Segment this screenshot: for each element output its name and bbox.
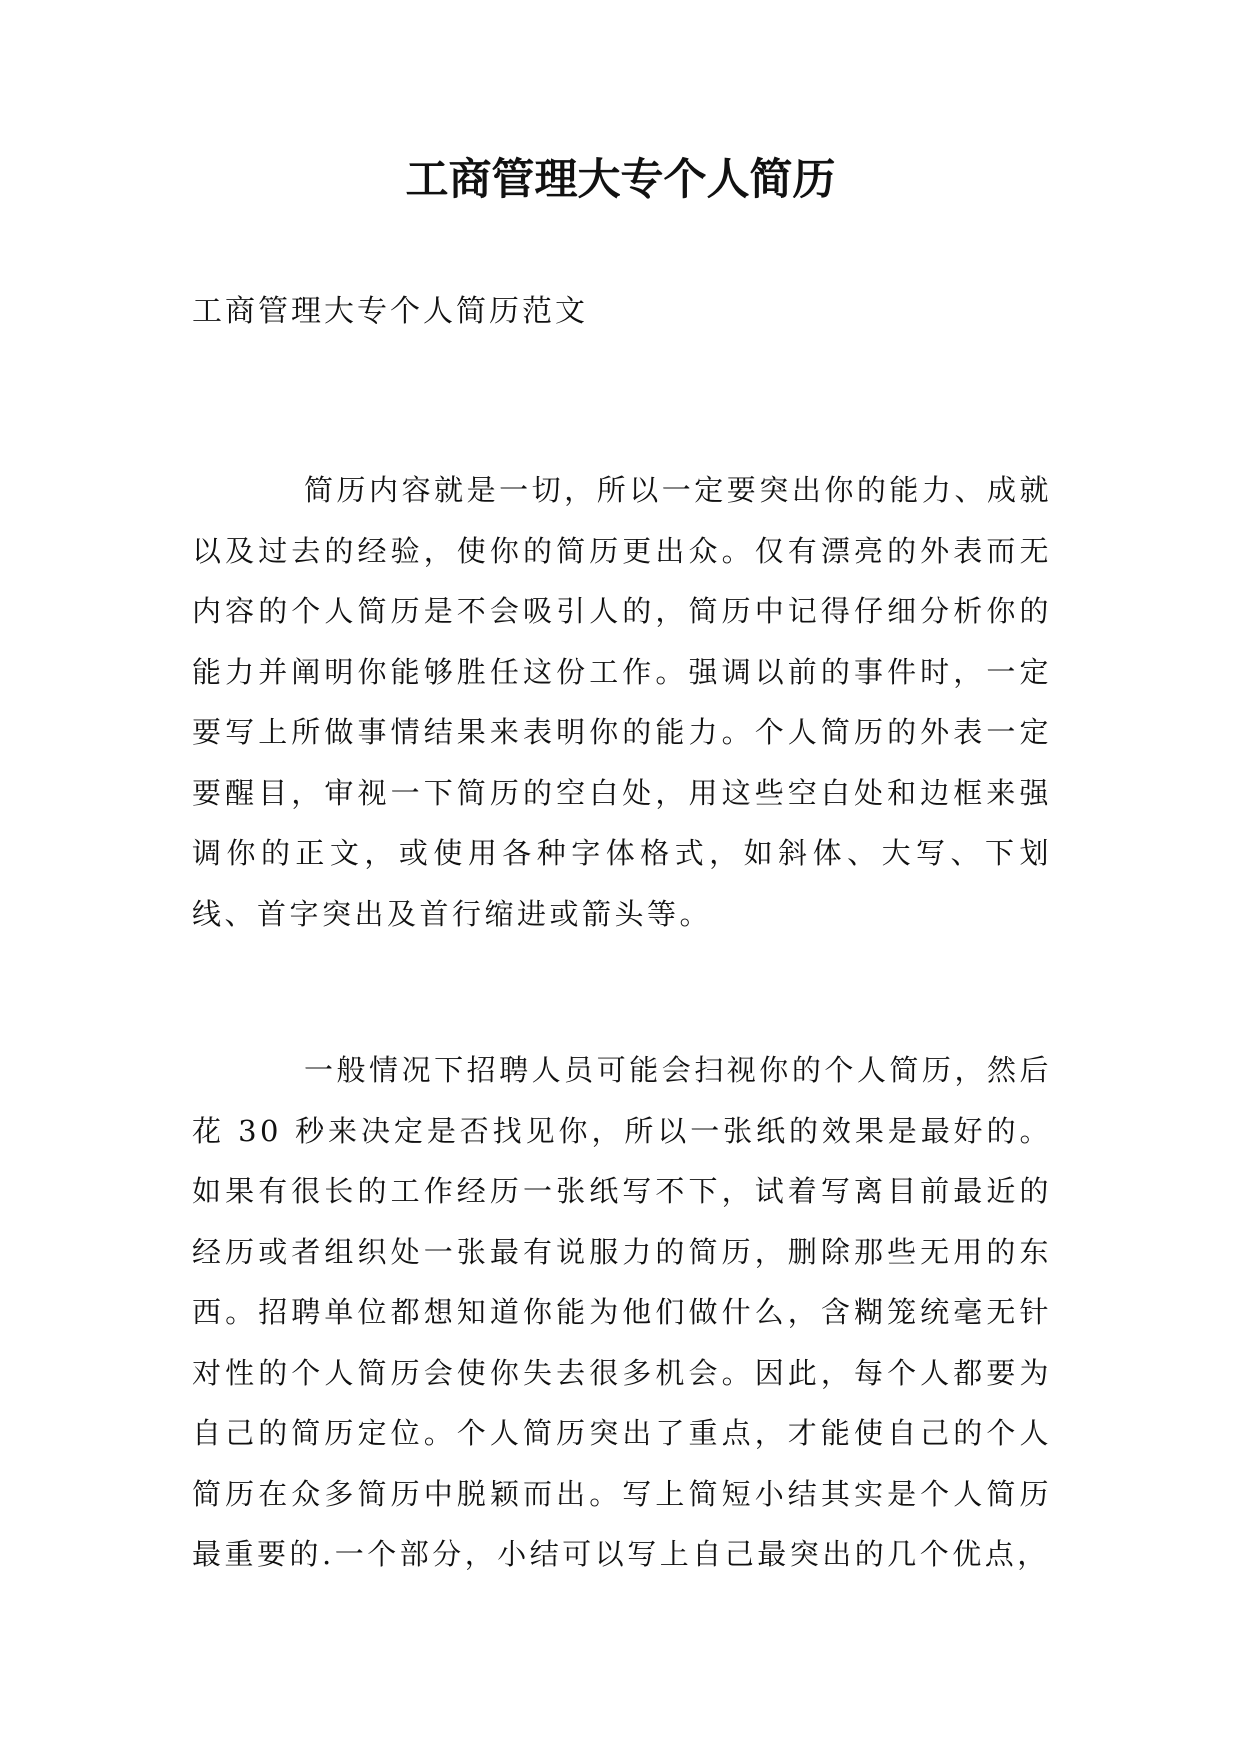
body-paragraph: 简历内容就是一切，所以一定要突出你的能力、成就以及过去的经验，使你的简历更出众。仅有漂亮的外表而无内容的个人简历是不会吸引人的，简历中记得仔细分析你的能力并阐明你能够胜任这份工作。强调以前的事件时，一定要写上所做事情结果来表明你的能力。个人简历的外表一定要醒目，审视一下简历的空白处，用这些空白处和边框来强调你的正文，或使用各种字体格式，如斜体、大写、下划线、首字突出及首行缩进或箭头等。: [192, 473, 1052, 931]
document-subtitle: 工商管理大专个人简历范文: [192, 294, 588, 329]
body-paragraph: 一般情况下招聘人员可能会扫视你的个人简历，然后花 30 秒来决定是否找见你，所以一张纸的效果是最好的。如果有很长的工作经历一张纸写不下，试着写离目前最近的经历或者组织处一张最有说服力的简历，删除那些无用的东西。招聘单位都想知道你能为他们做什么，含糊笼统毫无针对性的个人简历会使你失去很多机会。因此，每个人都要为自己的简历定位。个人简历突出了重点，才能使自己的个人简历在众多简历中脱颖而出。写上简短小结其实是个人简历最重要的.一个部分，小结可以写上自己最突出的几个优点，: [192, 1053, 1052, 1571]
document-title: 工商管理大专个人简历: [405, 155, 836, 205]
